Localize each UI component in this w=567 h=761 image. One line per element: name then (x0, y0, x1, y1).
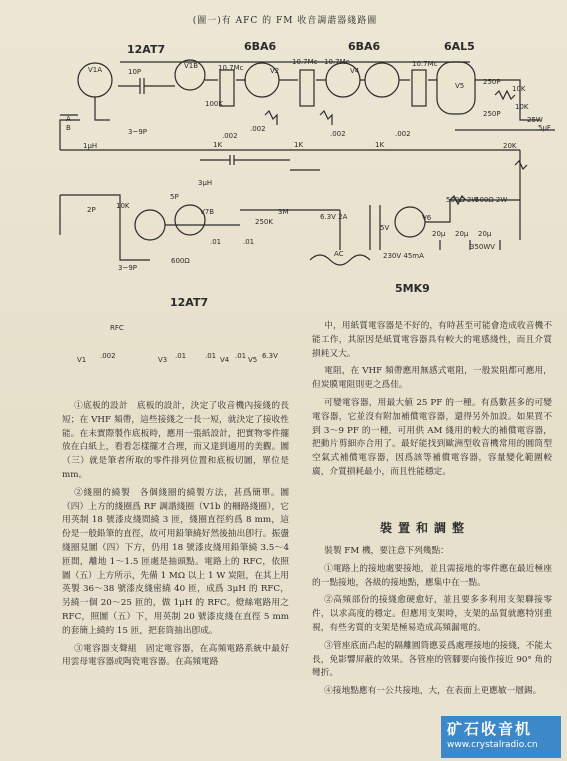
para-right-6: ②高頻部份的接綫愈硬愈好，並且要多多利用支架聯接零件，以求高度的穩定。但應用支架時，支架的品質就應特別重視，有些劣質的支架是極易造成高頻漏電的。 (312, 595, 552, 633)
watermark-url: www.crystalradio.cn (447, 740, 538, 750)
label-1k-b: 1K (294, 141, 304, 149)
para-left-2: ②綫圈的繞製 各個綫圈的繞製方法，甚爲簡單。圖（四）上方的綫圈爲 RF 調諧綫圈（V1b 的柵路綫圈），它用英制 18 號漆皮綫間繞 3 匝，綫圈直徑約爲 8 mm，這份是一般鉛筆的直徑，故可用鉛筆繞好然後抽出卽行。振盪綫圈見圖（四）下方，仍用 18 號漆皮綫用鉛筆繞 3.5～4 匝間，離地 1～1.5 匝處是抽頭點。電路上的 RFC，依照圖（五）上方所示，先備 1 MΩ 以上 1 W 炭阻，在其上用英製 36～38 號漆皮綫密繞 40 匝，成爲 3μH 的 RFC，另繞一個 20～25 匝的，做 1μH 的 RFC。燈絲電路用之 RFC，照圖（五）下，用英制 20 號漆皮綫在直徑 5 mm 的套簡上繞約 15 匝，把套筒抽出卽成。 (62, 487, 289, 636)
left-column (62, 400, 289, 674)
label-3-9p-b: 3~9P (118, 264, 137, 272)
label-10k-b: 10K (515, 103, 529, 111)
label-20u-b: 20μ (455, 230, 469, 238)
label-5v: 5V (380, 224, 390, 232)
label-100k: 100K (205, 100, 223, 108)
para-right-1: 中，用紙質電容器是不好的，有時甚至可能會造成收音機不能工作，其原因是紙質電容器具有較大的電感綫性，而且介質損耗又大。 (312, 321, 552, 359)
label-v7b: V7B (200, 208, 215, 216)
right-column-bottom (312, 545, 552, 703)
label-mhz4: 10.7Mc (412, 60, 438, 68)
tube-label-v5: 6AL5 (444, 40, 475, 53)
label-500b: 500Ω 2W (475, 196, 508, 204)
label-bot-v4: V4 (220, 356, 230, 364)
label-5uf: 5μF (538, 124, 551, 132)
label-mhz1: 10.7Mc (218, 64, 244, 72)
label-350wv: 350WV (470, 243, 496, 251)
label-v4: V4 (350, 67, 360, 75)
label-20k: 20K (503, 142, 517, 150)
label-01y: .01 (205, 352, 217, 360)
label-1k-c: 1K (375, 141, 385, 149)
tube-label-bottom: 12AT7 (170, 296, 209, 309)
label-10k-a: 10K (512, 85, 526, 93)
label-3-9p: 3~9P (128, 128, 147, 136)
site-watermark (441, 716, 561, 758)
label-v6: V6 (422, 214, 432, 222)
label-bot-v5: V5 (248, 356, 258, 364)
label-250p-b: 250P (483, 110, 501, 118)
label-10p: 10P (128, 68, 142, 76)
label-2p: 2P (87, 206, 96, 214)
para-right-4: 裝製 FM 機，要注意下列幾點： (324, 546, 449, 556)
label-01z: .01 (235, 352, 247, 360)
label-v5: V5 (455, 82, 465, 90)
label-bot-v3: V3 (158, 356, 168, 364)
para-right-5: ①電路上的接地處要接地，並且需接地的零件應在最近極座的一點接地，各級的接地點，應集中在一點。 (312, 563, 552, 588)
para-right-7: ③管座底面凸起的隔離圓筒應妥爲處理接地的接綫，不能太長，免影響屏蔽的效果。各管座的管腳要向後作接近 90° 角的彎折。 (312, 640, 552, 679)
label-01x: .01 (175, 352, 187, 360)
tube-label-rectifier: 5MK9 (395, 282, 430, 295)
label-63v-b: 6.3V (262, 352, 278, 360)
para-right-3: 可變電容器，用最大値 25 PF 的一種。有爲數甚多的可變電容器，它並沒有附加補償電容器，還得另外加設。如果買不到 3～9 PF 的一種，可用供 AM 綫用的較大的補償電容器，把動片剪細亦合用了。最好能找到歐洲型收音機常用的圓筒型空氣式補償電容器，因爲該等補償電容器，容量變化範圍較廣，介質損耗最小，而且性能穩定。 (312, 397, 552, 477)
label-v1b: V1B (184, 62, 199, 70)
figure-title: (圖一)有 AFC 的 FM 收音調諧器綫路圖 (192, 16, 378, 26)
label-b: B (66, 124, 71, 132)
label-500a: 500Ω 2W (446, 196, 479, 204)
label-63v: 6.3V 2A (320, 213, 348, 221)
label-a: A (66, 115, 71, 123)
label-bot-v1: V1 (77, 356, 87, 364)
label-250k: 250K (255, 218, 273, 226)
para-right-8: ④接地點應有一公共接地，大，在表面上更應敏一層錫。 (324, 686, 542, 697)
right-column-top (312, 320, 552, 484)
label-mhz2: 10.7Mc (292, 58, 318, 66)
label-20u-c: 20μ (478, 230, 492, 238)
section-heading: 裝置和調整 (380, 521, 471, 535)
label-01b: .01 (243, 238, 255, 246)
label-01a: .01 (210, 238, 222, 246)
label-002e: .002 (100, 352, 116, 360)
para-left-3: ③電容器支聲組 固定電容器，在高頻電路系統中最好用雲母電容器或陶瓷電容器。在高頻電路 (62, 643, 289, 668)
label-002b: .002 (222, 132, 238, 140)
tube-label-v1a: 12AT7 (127, 43, 166, 56)
watermark-cn: 矿石收音机 (447, 720, 533, 738)
label-25w: 25W (527, 116, 543, 124)
para-right-2: 電阻，在 VHF 頻帶應用無感式電阻，一般炭阻都可應用，但炭膜電阻則更之爲佳。 (312, 366, 552, 391)
label-rfc: RFC (110, 324, 124, 332)
para-left-1: ①底板的設計 底板的設計，決定了收音機內接綫的長短；在 VHF 頻帶，這些接綫之一長一短，就決定了接收性能。在未實際製作底板時，應用一張紙設計，把實物零件擺放在白紙上，看看怎樣擺才合理，而又達到適用的美觀。圖（三）就是筆者所取的零件排列位置和底板切圖，單位是 mm。 (62, 401, 289, 480)
label-002a: .002 (250, 125, 266, 133)
schematic-diagram (0, 0, 567, 320)
label-230v: 230V 45mA (383, 252, 424, 260)
label-ac: AC (334, 250, 344, 258)
tube-label-v2: 6BA6 (244, 40, 277, 53)
label-250p-a: 250P (483, 78, 501, 86)
label-mhz3: 10.7Mc (324, 58, 350, 66)
label-1k-a: 1K (213, 141, 223, 149)
label-002d: .002 (395, 130, 411, 138)
label-600ohm: 600Ω (171, 257, 190, 265)
tube-label-v3: 6BA6 (348, 40, 381, 53)
label-3uh: 3μH (198, 179, 213, 187)
label-10k-low: 10K (116, 202, 130, 210)
label-20u-a: 20μ (432, 230, 446, 238)
label-3m: 3M (278, 208, 289, 216)
label-002c: .002 (330, 130, 346, 138)
label-v1a: V1A (88, 66, 103, 74)
label-v2: V2 (270, 67, 280, 75)
label-5p: 5P (170, 193, 179, 201)
label-1uh: 1μH (83, 142, 98, 150)
